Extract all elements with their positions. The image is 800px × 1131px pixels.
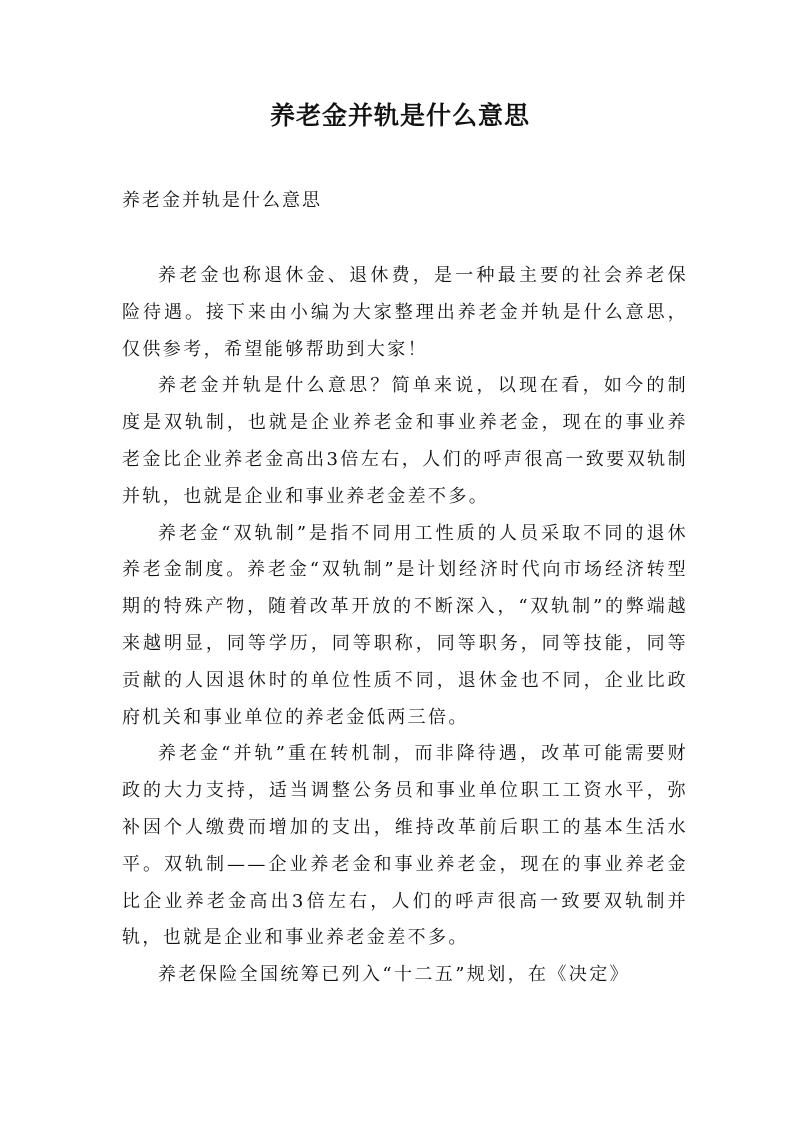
document-title: 养老金并轨是什么意思 <box>269 101 530 130</box>
document-body <box>122 258 688 994</box>
paragraph-national-plan: 养老保险全国统筹已列入“十二五”规划，在《决定》 <box>158 964 631 986</box>
paragraph-meaning: 养老金并轨是什么意思？简单来说，以现在看，如今的制度是双轨制，也就是企业养老金和事业养老金，现在的事业养老金比企业养老金高出3倍左右，人们的呼声很高一致要双轨制并轨，也就是企业和事业养老金差不多。 <box>122 375 688 507</box>
paragraph-merge-mechanism: 养老金“并轨”重在转机制，而非降待遇，改革可能需要财政的大力支持，适当调整公务员和事业单位职工工资水平，弥补因个人缴费而增加的支出，维持改革前后职工的基本生活水平。双轨制——企业养老金和事业养老金，现在的事业养老金比企业养老金高出3倍左右，人们的呼声很高一致要双轨制并轨，也就是企业和事业养老金差不多。 <box>122 743 688 949</box>
paragraph-intro: 养老金也称退休金、退休费，是一种最主要的社会养老保险待遇。接下来由小编为大家整理出养老金并轨是什么意思，仅供参考，希望能够帮助到大家！ <box>122 265 688 360</box>
document-subtitle: 养老金并轨是什么意思 <box>122 190 322 211</box>
paragraph-dual-track-definition: 养老金“双轨制”是指不同用工性质的人员采取不同的退休养老金制度。养老金“双轨制”是计划经济时代向市场经济转型期的特殊产物，随着改革开放的不断深入，“双轨制”的弊端越来越明显，同等学历，同等职称，同等职务，同等技能，同等贡献的人因退休时的单位性质不同，退休金也不同，企业比政府机关和事业单位的养老金低两三倍。 <box>122 522 688 728</box>
